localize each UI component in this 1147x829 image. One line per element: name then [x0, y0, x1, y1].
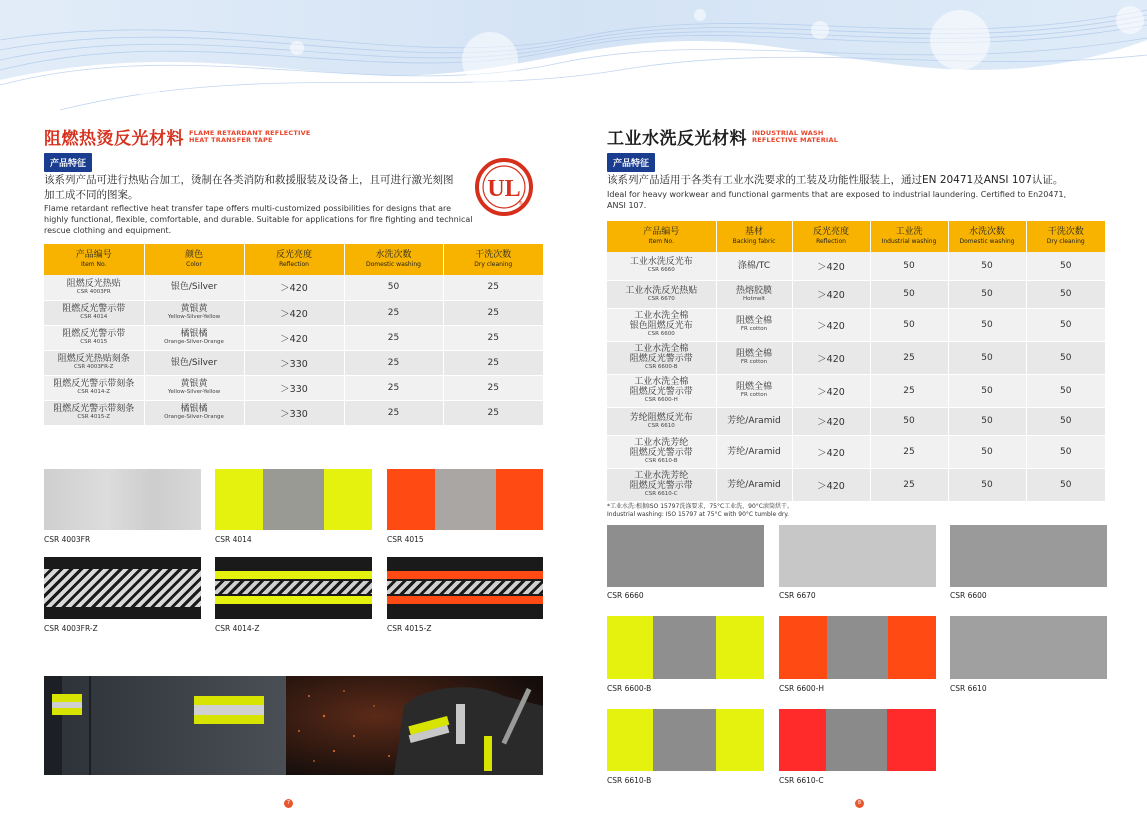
- cell-washing: 50: [948, 308, 1026, 341]
- cell-industrial: 25: [870, 374, 948, 407]
- cell-color: [144, 275, 244, 300]
- wave-header-decoration: [0, 0, 1147, 120]
- cell-industrial: 50: [870, 407, 948, 435]
- cell-industrial: 50: [870, 308, 948, 341]
- cell-item: [607, 435, 716, 468]
- th-cn: 产品编号: [75, 250, 112, 260]
- cell-item: [607, 407, 716, 435]
- cell-reflection: ＞420: [792, 252, 870, 280]
- cell-reflection: ＞420: [792, 468, 870, 501]
- item-code: CSR 6610-B: [645, 458, 678, 464]
- fabric-en: FR cotton: [740, 392, 768, 398]
- firefighter-photo: [44, 676, 543, 775]
- table-row: [607, 280, 1105, 308]
- th-en: Item No.: [648, 238, 675, 245]
- swatch-yellow-segment: [324, 469, 372, 530]
- cell-industrial: 25: [870, 341, 948, 374]
- swatch-silver-segment: [826, 709, 887, 771]
- right-title-en-line1: INDUSTRIAL WASH: [752, 128, 824, 137]
- cell-dry: 50: [1026, 407, 1105, 435]
- swatch-silver-segment: [435, 469, 496, 530]
- left-desc-cn-line2: 加工成不同的图案。: [44, 189, 139, 201]
- table-row: [44, 300, 543, 325]
- ul-logo-text: UL: [487, 176, 521, 202]
- left-th-color: [144, 244, 244, 275]
- cell-washing: 25: [344, 350, 443, 375]
- left-desc-en: [44, 203, 494, 236]
- swatch-caption: CSR 4003FR: [44, 535, 91, 544]
- right-th-reflection: [792, 221, 870, 252]
- ul-registered-mark: ®: [519, 201, 523, 207]
- swatch-yellow-segment: [607, 616, 653, 679]
- swatch-caption: CSR 6600-H: [779, 684, 825, 693]
- tape-band-silver: [387, 581, 543, 594]
- cell-item: [607, 468, 716, 501]
- th-en: Dry cleaning: [1046, 238, 1085, 245]
- right-desc-en-line1: Ideal for heavy workwear and functional garments that are exposed to industrial laundering. Certified to En20471,: [607, 190, 1067, 199]
- cell-industrial: 50: [870, 280, 948, 308]
- color-name: 银色/Silver: [170, 282, 218, 293]
- fabric-name: 阻燃全棉: [735, 349, 772, 359]
- cell-item: [44, 300, 144, 325]
- left-th-washing: [344, 244, 443, 275]
- cell-washing: 50: [948, 468, 1026, 501]
- right-th-backing: [716, 221, 792, 252]
- right-page-number: 8: [855, 799, 864, 808]
- swatch-csr-6600-b: [607, 616, 764, 679]
- fabric-en: FR cotton: [740, 359, 768, 365]
- color-en: Orange-Silver-Orange: [164, 414, 224, 420]
- cell-item: [607, 341, 716, 374]
- left-title-en-line1: FLAME RETARDANT REFLECTIVE: [189, 128, 311, 137]
- th-en: Domestic washing: [959, 238, 1015, 245]
- right-spec-table: [607, 221, 1105, 502]
- tape-caption: CSR 4014-Z: [215, 624, 260, 633]
- right-th-item: [607, 221, 716, 252]
- table-row: [44, 325, 543, 350]
- item-name: 芳纶阻燃反光布: [629, 412, 693, 423]
- color-name: 黄银黄: [180, 304, 208, 314]
- cell-washing: 50: [948, 374, 1026, 407]
- item-name-line2: 阻燃反光警示带: [629, 448, 693, 458]
- left-desc-en-line3: rescue clothing and equipment.: [44, 226, 172, 235]
- left-desc-en-line1: Flame retardant reflective heat transfer tape offers multi-customized possibilities for designs that are: [44, 204, 452, 213]
- cell-dry: 50: [1026, 435, 1105, 468]
- item-code: CSR 4014-Z: [77, 389, 111, 395]
- cell-washing: 25: [344, 325, 443, 350]
- cell-washing: 50: [948, 341, 1026, 374]
- right-th-dry: [1026, 221, 1105, 252]
- color-en: Yellow-Silver-Yellow: [167, 314, 221, 320]
- cell-reflection: ＞420: [792, 308, 870, 341]
- fabric-en: Hotmelt: [742, 295, 766, 302]
- cell-dry: 50: [1026, 374, 1105, 407]
- table-row: [607, 468, 1105, 501]
- cell-dry: 25: [443, 325, 543, 350]
- cell-reflection: ＞420: [792, 341, 870, 374]
- cell-washing: 25: [344, 400, 443, 425]
- th-cn: 反光亮度: [275, 250, 312, 260]
- right-desc-en: [607, 189, 1107, 211]
- left-table-header-row: [44, 244, 543, 275]
- tape-csr-4003fr-z: [44, 557, 201, 619]
- cell-washing: 50: [948, 280, 1026, 308]
- swatch-caption: CSR 6610: [950, 684, 987, 693]
- fabric-name: 芳纶/Aramid: [727, 446, 781, 457]
- swatch-yellow-segment: [215, 469, 263, 530]
- item-name: 工业水洗反光布: [629, 257, 693, 268]
- cell-dry: 25: [443, 350, 543, 375]
- swatch-silver-segment: [827, 616, 888, 679]
- table-row: [607, 407, 1105, 435]
- color-en: Orange-Silver-Orange: [164, 339, 224, 345]
- color-name: 黄银黄: [180, 379, 208, 389]
- tape-band-yellow: [215, 571, 372, 579]
- item-code: CSR 4015: [80, 339, 108, 345]
- cell-washing: 25: [344, 300, 443, 325]
- table-row: [44, 400, 543, 425]
- color-en: Yellow-Silver-Yellow: [167, 389, 221, 395]
- tape-caption: CSR 4015-Z: [387, 624, 432, 633]
- swatch-caption: CSR 4015: [387, 535, 424, 544]
- note-line2: Industrial washing: ISO 15797 at 75°C with 90°C tumble dry.: [607, 511, 789, 518]
- th-en: Item No.: [80, 261, 107, 268]
- tape-band-silver: [215, 581, 372, 594]
- item-name-line2: 阻燃反光警示带: [629, 387, 693, 397]
- item-code: CSR 6610-C: [644, 491, 678, 497]
- tape-band: [44, 569, 201, 607]
- item-name-line2: 阻燃反光警示带: [629, 354, 693, 364]
- fabric-name: 芳纶/Aramid: [727, 416, 781, 426]
- cell-item: [607, 280, 716, 308]
- cell-reflection: ＞420: [244, 300, 344, 325]
- item-name: 工业水洗全棉: [634, 344, 689, 354]
- cell-dry: 25: [443, 300, 543, 325]
- color-name: 橘银橘: [180, 329, 208, 339]
- cell-dry: 50: [1026, 280, 1105, 308]
- swatch-orange-segment: [387, 469, 435, 530]
- cell-dry: 25: [443, 275, 543, 300]
- item-code: CSR 6600-H: [644, 397, 678, 403]
- item-name-line2: 银色阻燃反光布: [629, 321, 693, 331]
- item-code: CSR 4003FR-Z: [74, 364, 114, 370]
- cell-backing: [716, 280, 792, 308]
- left-desc-cn: [44, 173, 474, 203]
- cell-item: [44, 275, 144, 300]
- right-desc-cn: 该系列产品适用于各类有工业水洗要求的工装及功能性服装上，通过EN 20471及ANSI 107认证。: [607, 174, 1064, 186]
- th-en: Backing fabric: [732, 238, 776, 245]
- cell-dry: 50: [1026, 468, 1105, 501]
- item-code: CSR 4014: [80, 314, 108, 320]
- cell-reflection: ＞420: [244, 325, 344, 350]
- right-feature-badge: 产品特征: [607, 153, 655, 172]
- table-row: [607, 308, 1105, 341]
- swatch-silver-segment: [653, 616, 716, 679]
- swatch-csr-6610-c: [779, 709, 936, 771]
- swatch-csr-6660: [607, 525, 764, 587]
- th-en: Domestic washing: [366, 261, 421, 268]
- cell-washing: 50: [948, 252, 1026, 280]
- swatch-orange-segment: [888, 616, 936, 679]
- left-title-en-line2: HEAT TRANSFER TAPE: [189, 135, 273, 144]
- tape-csr-4015-z: [387, 557, 543, 619]
- fabric-name: 阻燃全棉: [735, 382, 772, 392]
- right-title: [607, 124, 838, 149]
- left-title-cn: 阻燃热烫反光材料: [44, 129, 184, 149]
- item-name: 工业水洗全棉: [634, 311, 689, 321]
- cell-color: [144, 300, 244, 325]
- table-row: [44, 350, 543, 375]
- tape-caption: CSR 4003FR-Z: [44, 624, 98, 633]
- cell-washing: 25: [344, 375, 443, 400]
- fabric-name: 阻燃全棉: [735, 316, 772, 326]
- left-feature-badge: 产品特征: [44, 153, 92, 172]
- cell-backing: [716, 341, 792, 374]
- swatch-csr-4014: [215, 469, 372, 530]
- cell-dry: 25: [443, 400, 543, 425]
- th-cn: 干洗次数: [475, 250, 512, 260]
- cell-reflection: ＞330: [244, 400, 344, 425]
- th-en: Reflection: [816, 238, 846, 245]
- cell-dry: 25: [443, 375, 543, 400]
- item-code: CSR 6660: [647, 267, 675, 274]
- cell-color: [144, 350, 244, 375]
- cell-industrial: 50: [870, 252, 948, 280]
- swatch-csr-6610-b: [607, 709, 764, 771]
- item-name: 工业水洗芳纶: [634, 438, 689, 448]
- cell-industrial: 25: [870, 435, 948, 468]
- cell-backing: [716, 252, 792, 280]
- cell-item: [607, 308, 716, 341]
- swatch-csr-4003fr: [44, 469, 201, 530]
- right-th-washing: [948, 221, 1026, 252]
- fabric-name: 热熔胶膜: [735, 285, 772, 296]
- left-th-dry: [443, 244, 543, 275]
- cell-dry: 50: [1026, 308, 1105, 341]
- th-en: Reflection: [279, 261, 309, 268]
- table-row: [607, 252, 1105, 280]
- th-cn: 产品编号: [643, 227, 680, 237]
- cell-reflection: ＞330: [244, 375, 344, 400]
- th-cn: 工业洗: [895, 227, 923, 237]
- cell-reflection: ＞420: [792, 407, 870, 435]
- th-cn: 基材: [744, 227, 763, 237]
- cell-item: [44, 375, 144, 400]
- cell-item: [44, 400, 144, 425]
- item-code: CSR 4015-Z: [77, 414, 111, 420]
- right-desc-en-line2: ANSI 107.: [607, 201, 647, 210]
- cell-industrial: 25: [870, 468, 948, 501]
- left-title-en: [189, 130, 311, 144]
- item-name: 工业水洗反光热贴: [625, 285, 698, 296]
- fabric-en: FR cotton: [740, 326, 768, 332]
- left-th-item: [44, 244, 144, 275]
- cell-item: [607, 252, 716, 280]
- color-name: 银色/Silver: [170, 357, 218, 368]
- item-name: 阻燃反光警示带: [62, 304, 126, 314]
- item-name: 工业水洗全棉: [634, 377, 689, 387]
- right-title-cn: 工业水洗反光材料: [607, 129, 747, 149]
- cell-backing: [716, 468, 792, 501]
- th-cn: 颜色: [184, 250, 203, 260]
- cell-color: [144, 375, 244, 400]
- cell-backing: [716, 374, 792, 407]
- cell-color: [144, 400, 244, 425]
- cell-washing: 50: [344, 275, 443, 300]
- swatch-caption: CSR 6670: [779, 591, 816, 600]
- cell-washing: 50: [948, 407, 1026, 435]
- right-title-en-line2: REFLECTIVE MATERIAL: [752, 135, 839, 144]
- item-code: CSR 4003FR: [76, 288, 111, 295]
- swatch-caption: CSR 6610-C: [779, 776, 824, 785]
- th-cn: 水洗次数: [375, 250, 412, 260]
- left-desc-cn-line1: 该系列产品可进行热贴合加工，烫制在各类消防和救援服装及设备上，且可进行激光刻图: [44, 174, 454, 186]
- item-code: CSR 6600: [647, 331, 675, 337]
- cell-reflection: ＞420: [244, 275, 344, 300]
- swatch-caption: CSR 6600-B: [607, 684, 652, 693]
- swatch-silver-segment: [263, 469, 324, 530]
- color-name: 橘银橘: [180, 404, 208, 414]
- cell-backing: [716, 308, 792, 341]
- tape-band-orange: [387, 571, 543, 579]
- cell-color: [144, 325, 244, 350]
- cell-reflection: ＞420: [792, 374, 870, 407]
- cell-reflection: ＞420: [792, 280, 870, 308]
- table-row: [44, 375, 543, 400]
- right-title-en: [752, 130, 838, 144]
- item-name: 阻燃反光热贴刻条: [57, 354, 130, 364]
- left-th-reflection: [244, 244, 344, 275]
- swatch-yellow-segment: [716, 616, 764, 679]
- item-name: 阻燃反光警示带: [62, 329, 126, 339]
- left-title: [44, 124, 311, 149]
- item-name-line2: 阻燃反光警示带: [629, 481, 693, 491]
- industrial-wash-note: [607, 503, 793, 519]
- cell-backing: [716, 435, 792, 468]
- swatch-orange-segment: [496, 469, 543, 530]
- swatch-csr-6670: [779, 525, 936, 587]
- swatch-csr-6600: [950, 525, 1107, 587]
- item-name: 阻燃反光热贴: [66, 278, 121, 289]
- right-th-industrial: [870, 221, 948, 252]
- swatch-caption: CSR 4014: [215, 535, 252, 544]
- tape-band-orange: [387, 596, 543, 604]
- ul-certification-logo: [475, 158, 533, 216]
- item-code: CSR 6600-B: [645, 364, 678, 370]
- left-page-number: 7: [284, 799, 293, 808]
- swatch-yellow-segment: [716, 709, 764, 771]
- item-name: 阻燃反光警示带刻条: [53, 379, 135, 389]
- cell-reflection: ＞420: [792, 435, 870, 468]
- left-spec-table: [44, 244, 543, 426]
- th-en: Dry cleaning: [474, 261, 513, 268]
- cell-washing: 50: [948, 435, 1026, 468]
- tape-csr-4014-z: [215, 557, 372, 619]
- note-line1: *工业水洗:根据ISO 15797洗涤要求，75°C工业洗，90°C滚筒烘干。: [607, 503, 793, 510]
- fabric-name: 涤棉/TC: [737, 260, 771, 271]
- cell-dry: 50: [1026, 341, 1105, 374]
- cell-dry: 50: [1026, 252, 1105, 280]
- right-table-header-row: [607, 221, 1105, 252]
- cell-item: [44, 350, 144, 375]
- item-code: CSR 6670: [647, 295, 675, 302]
- swatch-orange-segment: [779, 616, 827, 679]
- fabric-name: 芳纶/Aramid: [727, 479, 781, 490]
- swatch-csr-6600-h: [779, 616, 936, 679]
- swatch-red-segment: [887, 709, 936, 771]
- swatch-csr-6610: [950, 616, 1107, 679]
- tape-band-yellow: [215, 596, 372, 604]
- table-row: [44, 275, 543, 300]
- item-name: 工业水洗芳纶: [634, 471, 689, 481]
- swatch-red-segment: [779, 709, 826, 771]
- item-name: 阻燃反光警示带刻条: [53, 404, 135, 414]
- item-code: CSR 6610: [647, 422, 675, 429]
- th-cn: 水洗次数: [968, 227, 1005, 237]
- swatch-yellow-segment: [607, 709, 653, 771]
- th-en: Color: [186, 261, 202, 268]
- cell-item: [44, 325, 144, 350]
- cell-item: [607, 374, 716, 407]
- swatch-csr-4015: [387, 469, 543, 530]
- cell-reflection: ＞330: [244, 350, 344, 375]
- th-cn: 反光亮度: [812, 227, 849, 237]
- th-en: Industrial washing: [881, 238, 937, 245]
- swatch-silver-segment: [653, 709, 716, 771]
- swatch-caption: CSR 6660: [607, 591, 644, 600]
- swatch-caption: CSR 6610-B: [607, 776, 652, 785]
- cell-backing: [716, 407, 792, 435]
- th-cn: 干洗次数: [1047, 227, 1084, 237]
- firefighter-photo-illustration: [44, 676, 543, 775]
- table-row: [607, 435, 1105, 468]
- table-row: [607, 341, 1105, 374]
- swatch-caption: CSR 6600: [950, 591, 987, 600]
- table-row: [607, 374, 1105, 407]
- left-desc-en-line2: highly functional, flexible, comfortable, and durable. Suitable for applications for fire fighting and technical: [44, 215, 473, 224]
